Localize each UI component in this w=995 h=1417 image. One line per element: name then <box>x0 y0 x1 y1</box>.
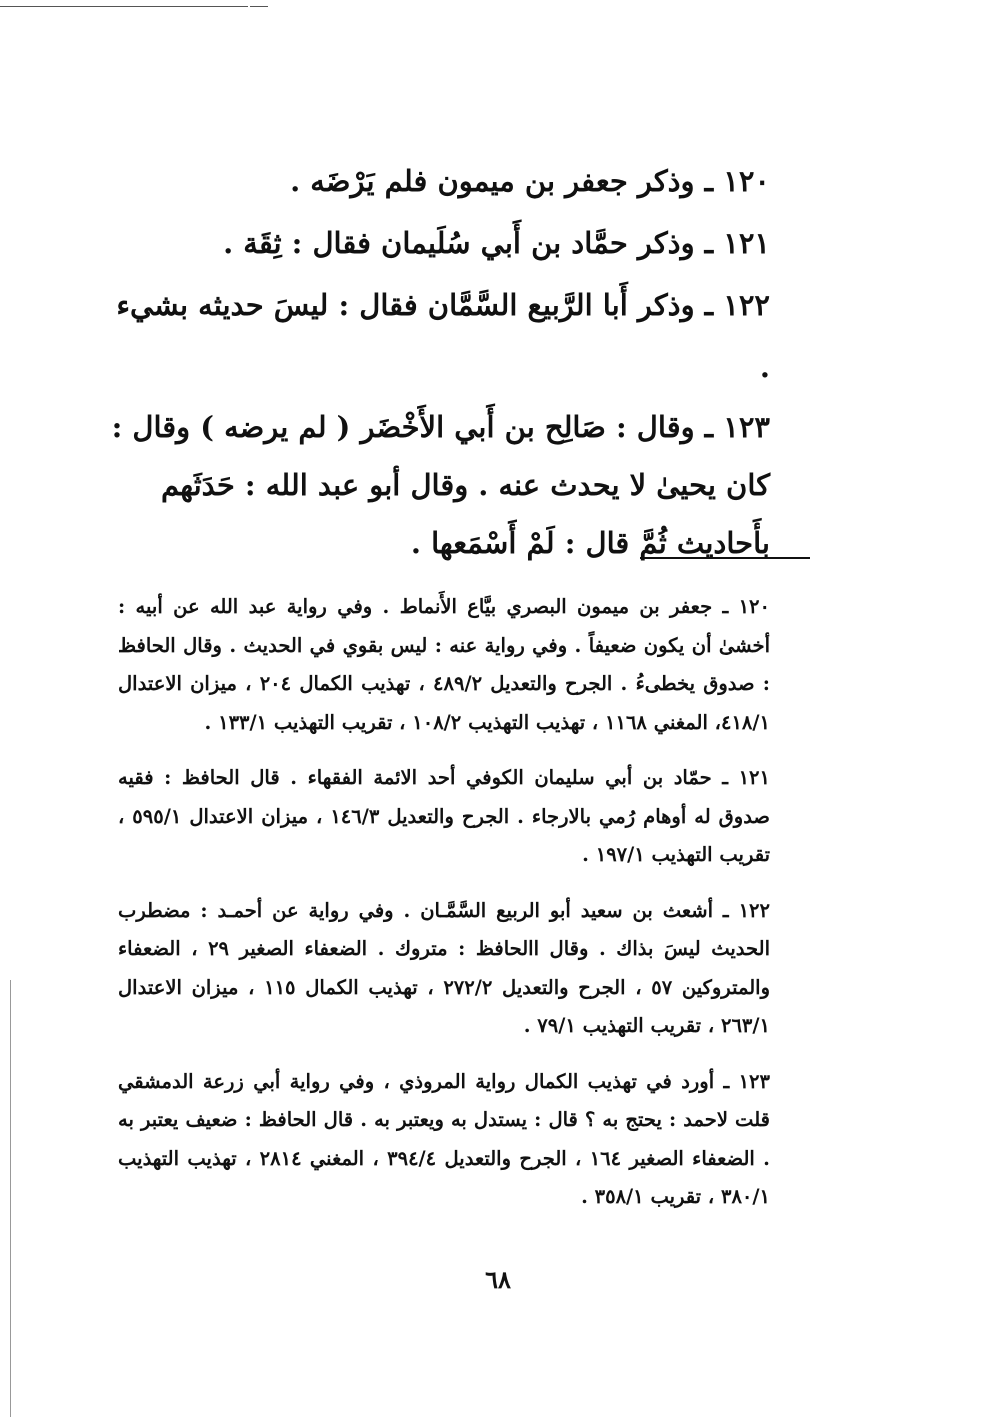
page-number: ٦٨ <box>485 1265 511 1294</box>
scan-edge-line <box>10 980 11 1417</box>
footnote-122: ١٢٢ ـ أشعث بن سعيد أبو الربيع السَّمَّـان . وفي رواية عن أحمـد : مضطرب الحديث ليسَ بذاك . وقال االحافظ : متروك . الضعفاء الصغير ٢٩ ، الضعفاء والمتروكين ٥٧ ، الجرح والتعديل ٢٧٢/٢ ، تهذيب الكمال ١١٥ ، ميزان الاعتدال ٢٦٣/١ ، تقريب التهذيب ٧٩/١ . <box>118 898 771 1037</box>
main-entry-121: ١٢١ ـ وذكر حمَّاد بن أَبي سُلَيمان فقال : ثِقَة . <box>223 226 770 260</box>
main-entry-120: ١٢٠ ـ وذكر جعفر بن ميمون فلم يَرْضَه . <box>290 164 770 198</box>
footnotes <box>118 588 770 1234</box>
scan-edge-line <box>250 6 268 7</box>
footnote-121: ١٢١ ـ حمّاد بن أبي سليمان الكوفي أحد الائمة الفقهاء . قال الحافظ : فقيه صدوق له أوهام رُمي بالارجاء . الجرح والتعديل ١٤٦/٣ ، ميزان الاعتدال ٥٩٥/١ ، تقريب التهذيب ١٩٧/١ . <box>118 766 770 866</box>
footnote-123: ١٢٣ ـ أورد في تهذيب الكمال رواية المروذي ، وفي رواية أبي زرعة الدمشقي قلت لاحمد : يحتج به ؟ قال : يستدل به ويعتبر به . قال الحافظ : ضعيف يعتبر به . الضعفاء الصغير ١٦٤ ، الجرح والتعديل ٣٩٤/٤ ، المغني ٢٨١٤ ، تهذيب التهذيب ٣٨٠/١ ، تقريب ٣٥٨/١ . <box>118 1069 770 1208</box>
main-entry-122: ١٢٢ ـ وذكر أَبا الرَّبيع السَّمَّان فقال : ليسَ حديثه بشيء . <box>116 288 770 384</box>
footnote-separator <box>640 557 810 559</box>
footnote-120: ١٢٠ ـ جعفر بن ميمون البصري بيَّاع الأَنماط . وفي رواية عبد الله عن أبيه : أخشىٰ أن يكون ضعيفاً . وفي رواية عنه : ليس بقوي في الحديث . وقال الحافظ : صدوق يخطىءُ . الجرح والتعديل ٤٨٩/٢ ، تهذيب الكمال ٢٠٤ ، ميزان الاعتدال ٤١٨/١، المغني ١١٦٨ ، تهذيب التهذيب ١٠٨/٢ ، تقريب التهذيب ١٣٣/١ . <box>118 595 770 734</box>
main-text <box>110 150 770 572</box>
scan-edge-line <box>0 6 248 7</box>
main-entry-123: ١٢٣ ـ وقال : صَالِح بن أَبي الأَخْضَر ( لم يرضه ) وقال : كان يحيىٰ لا يحدث عنه . وقال أبو عبد الله : حَدَثَهم بأَحاديث ثُمَّ قال : لَمْ أَسْمَعها . <box>111 410 770 560</box>
